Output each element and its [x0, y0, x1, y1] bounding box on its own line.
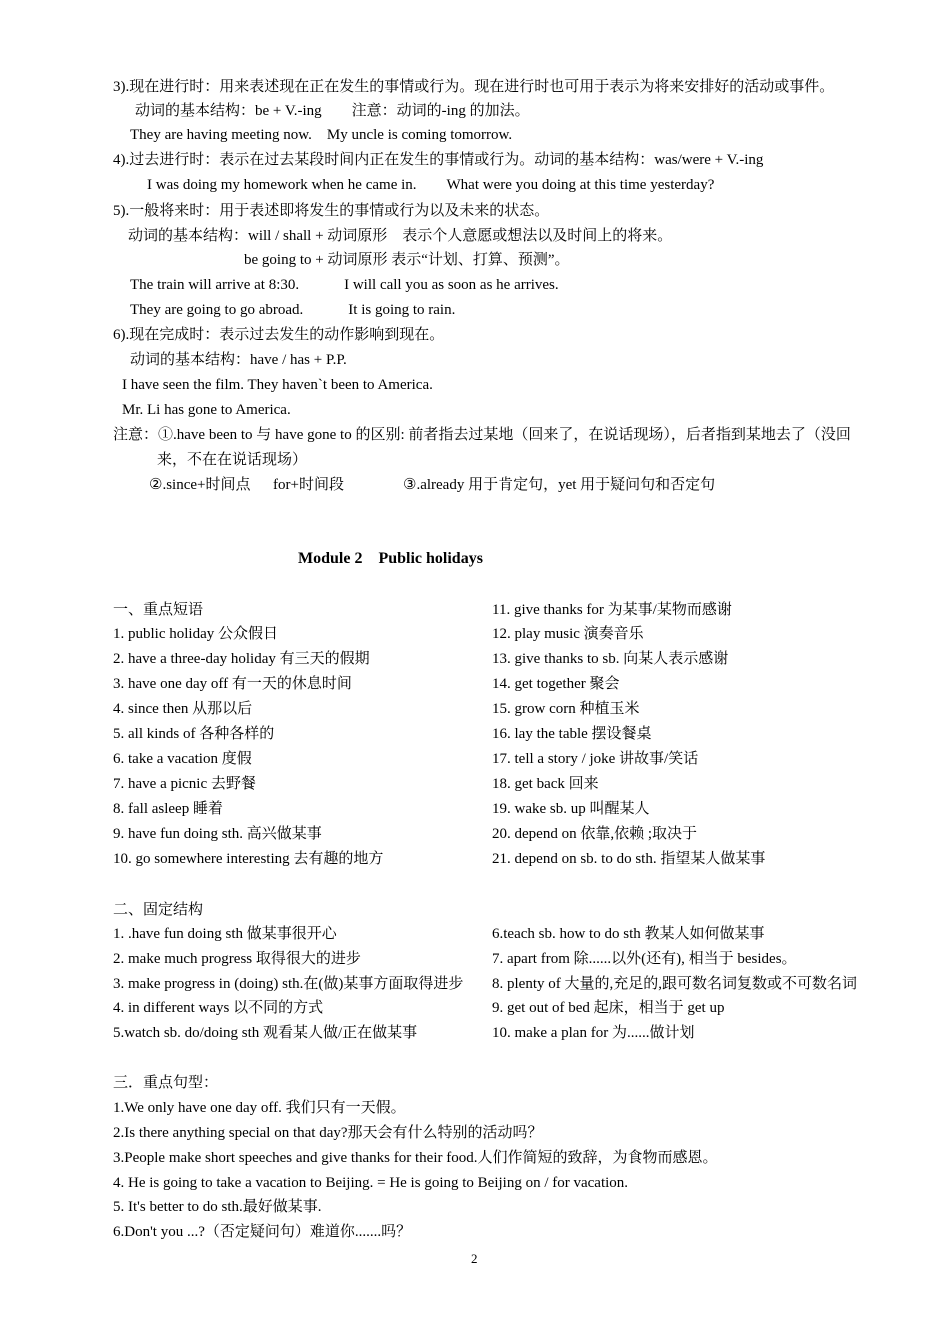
section-1-heading: 一、重点短语	[113, 602, 204, 618]
phrase-item: 13. give thanks to sb. 向某人表示感谢	[492, 651, 729, 667]
phrase-item: 17. tell a story / joke 讲故事/笑话	[492, 751, 699, 767]
phrase-item: 21. depend on sb. to do sth. 指望某人做某事	[492, 851, 766, 867]
structure-item: 9. get out of bed 起床，相当于 get up	[492, 1000, 725, 1016]
structure-item: 5.watch sb. do/doing sth 观看某人做/正在做某事	[113, 1025, 418, 1041]
tense-3-example: They are having meeting now. My uncle is coming tomorrow.	[130, 127, 513, 143]
phrase-item: 16. lay the table 摆设餐桌	[492, 726, 652, 742]
sentence-item: 2.Is there anything special on that day?那天会有什么特别的活动吗？	[113, 1125, 543, 1141]
page-number: 2	[471, 1251, 478, 1266]
tense-4-heading: 4).过去进行时：表示在过去某段时间内正在发生的事情或行为。动词的基本结构：was/were + V.-ing	[113, 152, 764, 168]
structure-item: 8. plenty of 大量的,充足的,跟可数名词复数或不可数名词	[492, 976, 857, 992]
sentence-item: 5. It's better to do sth.最好做某事.	[113, 1199, 322, 1215]
tense-6-example-1: I have seen the film. They haven`t been to America.	[122, 377, 433, 393]
sentence-item: 4. He is going to take a vacation to Beijing. = He is going to Beijing on / for vacation.	[113, 1175, 629, 1191]
tense-6-example-2: Mr. Li has gone to America.	[122, 402, 291, 418]
sentence-item: 3.People make short speeches and give thanks for their food.人们作简短的致辞，为食物而感恩。	[113, 1150, 718, 1166]
note-line-2: 来，不在在说话现场）	[157, 452, 308, 468]
note-since: ②.since+时间点	[149, 477, 251, 493]
structure-item: 7. apart from 除......以外(还有), 相当于 besides。	[492, 951, 797, 967]
structure-item: 2. make much progress 取得很大的进步	[113, 951, 361, 967]
tense-5-example-1: The train will arrive at 8:30. I will call you as soon as he arrives.	[130, 277, 559, 293]
tense-5-structure-will: 动词的基本结构：will / shall + 动词原形 表示个人意愿或想法以及时间上的将来。	[128, 228, 673, 244]
phrase-item: 3. have one day off 有一天的休息时间	[113, 676, 352, 692]
tense-5-structure-going: be going to + 动词原形 表示“计划、打算、预测”。	[244, 252, 570, 268]
phrase-item: 7. have a picnic 去野餐	[113, 776, 256, 792]
phrase-item: 1. public holiday 公众假日	[113, 626, 278, 642]
structure-item: 1. .have fun doing sth 做某事很开心	[113, 926, 337, 942]
phrase-item: 19. wake sb. up 叫醒某人	[492, 801, 650, 817]
phrase-item: 12. play music 演奏音乐	[492, 626, 644, 642]
structure-item: 3. make progress in (doing) sth.在(做)某事方面取得进步	[113, 976, 464, 992]
phrase-item: 6. take a vacation 度假	[113, 751, 252, 767]
structure-item: 10. make a plan for 为......做计划	[492, 1025, 695, 1041]
phrase-item: 20. depend on 依靠,依赖 ;取决于	[492, 826, 697, 842]
phrase-item: 4. since then 从那以后	[113, 701, 253, 717]
structure-item: 4. in different ways 以不同的方式	[113, 1000, 324, 1016]
phrase-item: 8. fall asleep 睡着	[113, 801, 223, 817]
note-already-yet: ③.already 用于肯定句，yet 用于疑问句和否定句	[403, 477, 716, 493]
tense-6-structure: 动词的基本结构：have / has + P.P.	[130, 352, 347, 368]
tense-6-heading: 6).现在完成时：表示过去发生的动作影响到现在。	[113, 327, 445, 343]
structure-item: 6.teach sb. how to do sth 教某人如何做某事	[492, 926, 765, 942]
note-for: for+时间段	[273, 477, 344, 493]
note-line-1: 注意：①.have been to 与 have gone to 的区别: 前者指去过某地（回来了，在说话现场），后者指到某地去了（没回	[113, 427, 851, 443]
phrase-item: 11. give thanks for 为某事/某物而感谢	[492, 602, 732, 618]
phrase-item: 14. get together 聚会	[492, 676, 620, 692]
sentence-item: 6.Don't you ...?（否定疑问句）难道你.......吗？	[113, 1224, 412, 1240]
tense-5-heading: 5).一般将来时：用于表述即将发生的事情或行为以及未来的状态。	[113, 203, 550, 219]
phrase-item: 10. go somewhere interesting 去有趣的地方	[113, 851, 384, 867]
phrase-item: 15. grow corn 种植玉米	[492, 701, 640, 717]
tense-4-example: I was doing my homework when he came in. What were you doing at this time yesterday?	[147, 177, 715, 193]
tense-3-structure: 动词的基本结构：be + V.-ing 注意：动词的-ing 的加法。	[135, 103, 530, 119]
section-3-heading: 三．重点句型：	[113, 1075, 219, 1091]
phrase-item: 18. get back 回来	[492, 776, 599, 792]
phrase-item: 9. have fun doing sth. 高兴做某事	[113, 826, 322, 842]
sentence-item: 1.We only have one day off. 我们只有一天假。	[113, 1100, 406, 1116]
phrase-item: 2. have a three-day holiday 有三天的假期	[113, 651, 370, 667]
section-2-heading: 二、固定结构	[113, 902, 204, 918]
tense-5-example-2: They are going to go abroad. It is going to rain.	[130, 302, 456, 318]
module-title: Module 2 Public holidays	[298, 550, 483, 567]
phrase-item: 5. all kinds of 各种各样的	[113, 726, 275, 742]
tense-3-heading: 3).现在进行时：用来表述现在正在发生的事情或行为。现在进行时也可用于表示为将来安排好的活动或事件。	[113, 79, 835, 95]
